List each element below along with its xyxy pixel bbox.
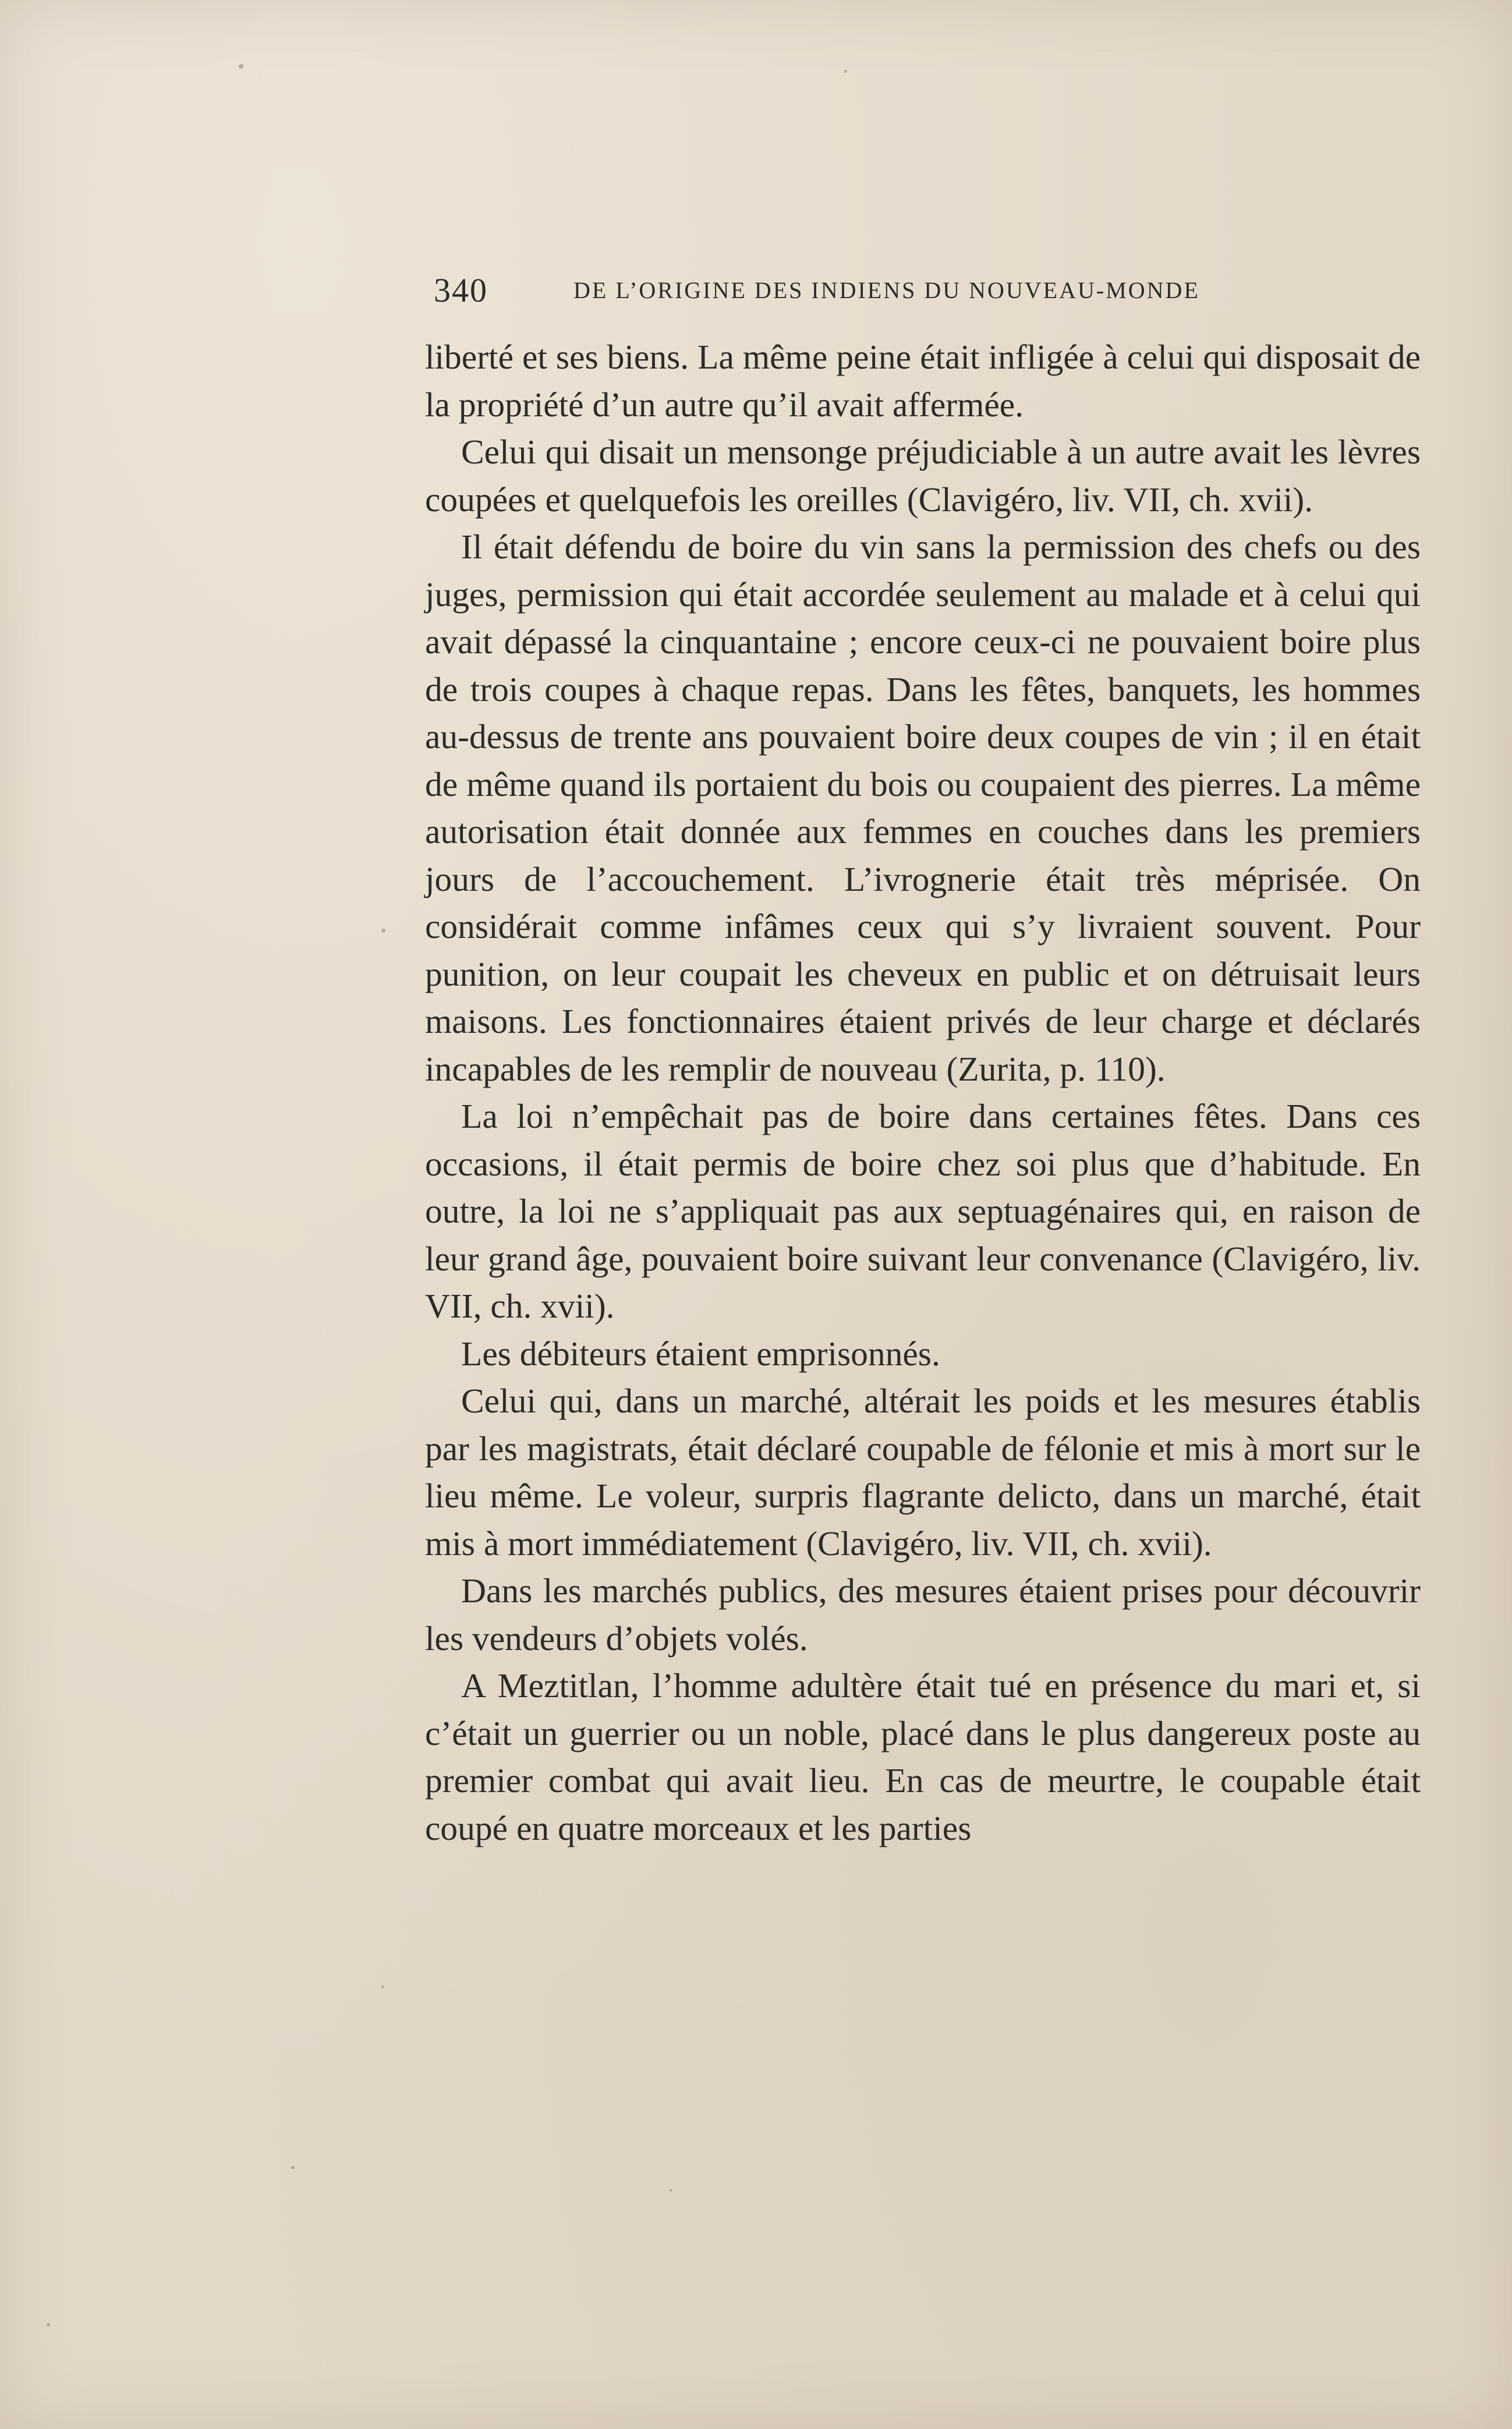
page-header	[434, 265, 1424, 317]
paragraph: Les débiteurs étaient emprisonnés.	[461, 1334, 940, 1373]
paragraph: liberté et ses biens. La même peine était infligée à celui qui disposait de la propriété d’un autre qu’il avait affermée.	[425, 338, 1421, 424]
running-head: DE L’ORIGINE DES INDIENS DU NOUVEAU-MONDE	[573, 277, 1200, 303]
paragraph: La loi n’empêchait pas de boire dans certaines fêtes. Dans ces occasions, il était permis de boire chez soi plus que d’habitude. En outre, la loi ne s’appliquait pas aux septuagénaires qui, en raison de leur grand âge, pouvaient boire suivant leur convenance (Clavigéro, liv. VII, ch. xvii).	[425, 1097, 1421, 1325]
body-text	[425, 334, 1421, 1852]
paragraph: Celui qui, dans un marché, altérait les poids et les mesures établis par les magistrats, était déclaré coupable de félonie et mis à mort sur le lieu même. Le voleur, surpris flagrante delicto, dans un marché, était mis à mort immédiatement (Clavigéro, liv. VII, ch. xvii).	[425, 1382, 1421, 1563]
paragraph: A Meztitlan, l’homme adultère était tué en présence du mari et, si c’était un guerrier ou un noble, placé dans le plus dangereux poste au premier combat qui avait lieu. En cas de meurtre, le coupable était coupé en quatre morceaux et les parties	[425, 1666, 1421, 1847]
paragraph: Dans les marchés publics, des mesures étaient prises pour découvrir les vendeurs d’objets volés.	[425, 1571, 1421, 1658]
paragraph: Celui qui disait un mensonge préjudiciable à un autre avait les lèvres coupées et quelquefois les oreilles (Clavigéro, liv. VII, ch. xvii).	[425, 433, 1421, 519]
paragraph: Il était défendu de boire du vin sans la permission des chefs ou des juges, permission qui était accordée seulement au malade et à celui qui avait dépassé la cinquantaine ; encore ceux-ci ne pouvaient boire plus de trois coupes à chaque repas. Dans les fêtes, banquets, les hommes au-dessus de trente ans pouvaient boire deux coupes de vin ; il en était de même quand ils portaient du bois ou coupaient des pierres. La même autorisation était donnée aux femmes en couches dans les premiers jours de l’accouchement. L’ivrognerie était très méprisée. On considérait comme infâmes ceux qui s’y livraient souvent. Pour punition, on leur coupait les cheveux en public et on détruisait leurs maisons. Les fonctionnaires étaient privés de leur charge et déclarés incapables de les remplir de nouveau (Zurita, p. 110).	[425, 527, 1421, 1088]
page-number: 340	[434, 271, 488, 309]
